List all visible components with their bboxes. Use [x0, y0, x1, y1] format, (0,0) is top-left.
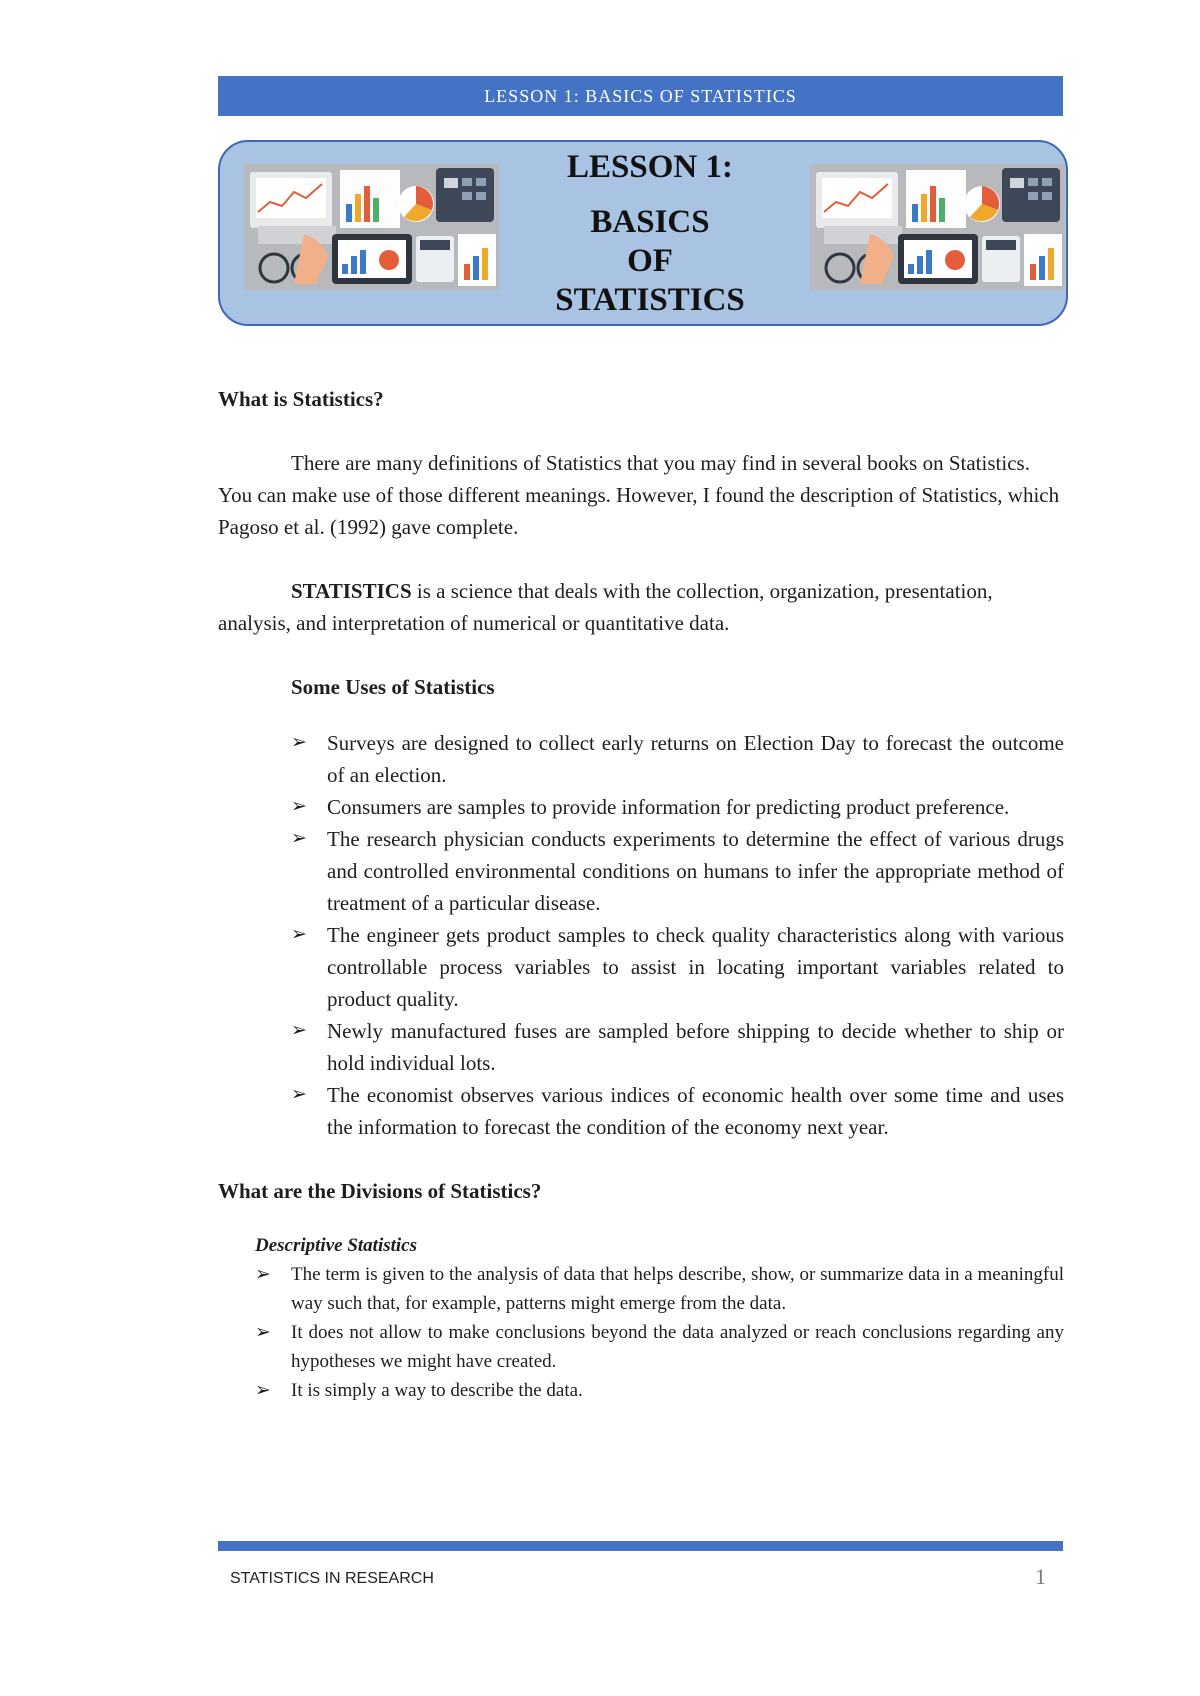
list-item: ➢ Consumers are samples to provide information for predicting product preference. — [218, 791, 1064, 823]
arrowhead-bullet-icon: ➢ — [255, 1322, 271, 1343]
descriptive-statistics-section — [218, 1231, 1064, 1405]
definition-term: STATISTICS — [291, 579, 412, 603]
list-item: ➢ Surveys are designed to collect early returns on Election Day to forecast the outcome of an election. — [218, 727, 1064, 791]
arrowhead-bullet-icon: ➢ — [291, 732, 307, 753]
arrowhead-bullet-icon: ➢ — [291, 1084, 307, 1105]
footer-course-title: STATISTICS IN RESEARCH — [230, 1570, 434, 1587]
heading-divisions: What are the Divisions of Statistics? — [218, 1179, 542, 1203]
arrowhead-bullet-icon: ➢ — [291, 924, 307, 945]
banner-title-line1: LESSON 1: — [567, 149, 733, 185]
descriptive-list — [218, 1260, 1064, 1405]
running-header — [218, 76, 1063, 116]
uses-list — [218, 727, 1064, 1143]
statistics-illustration-left — [244, 164, 499, 290]
arrowhead-bullet-icon: ➢ — [255, 1380, 271, 1401]
lesson-body — [218, 383, 1064, 1405]
list-item: ➢ The research physician conducts experiments to determine the effect of various drugs and controlled environmental conditions on humans to infer the appropriate method of treatment of a particular disease. — [218, 823, 1064, 919]
list-item: ➢ The term is given to the analysis of data that helps describe, show, or summarize data in a meaningful way such that, for example, patterns might emerge from the data. — [218, 1260, 1064, 1318]
heading-some-uses: Some Uses of Statistics — [291, 675, 495, 699]
uses-section — [218, 671, 1064, 1143]
list-item: ➢ The economist observes various indices of economic health over some time and uses the information to forecast the condition of the economy next year. — [218, 1079, 1064, 1143]
banner-title-line4: STATISTICS — [555, 282, 745, 318]
definition-text: is a science that deals with the collection, organization, presentation, analysis, and interpretation of numerical or quantitative data. — [218, 579, 993, 635]
arrowhead-bullet-icon: ➢ — [291, 828, 307, 849]
running-header-title: LESSON 1: BASICS OF STATISTICS — [484, 85, 797, 106]
list-item: ➢ It is simply a way to describe the data. — [218, 1376, 1064, 1405]
definition-paragraph — [218, 575, 1064, 639]
page-number: 1 — [1035, 1564, 1046, 1589]
banner-title-line3: OF — [627, 243, 673, 279]
arrowhead-bullet-icon: ➢ — [255, 1264, 271, 1285]
arrowhead-bullet-icon: ➢ — [291, 796, 307, 817]
intro-paragraph: There are many definitions of Statistics that you may find in several books on Statistics. You can make use of those different meanings. However, I found the description of Statistics, which Pagoso et al. (1992) gave complete. — [218, 451, 1060, 539]
subheading-descriptive-statistics: Descriptive Statistics — [255, 1235, 418, 1256]
banner-title-line2: BASICS — [590, 204, 710, 240]
arrowhead-bullet-icon: ➢ — [291, 1020, 307, 1041]
list-item: ➢ It does not allow to make conclusions beyond the data analyzed or reach conclusions regarding any hypotheses we might have created. — [218, 1318, 1064, 1376]
heading-what-is-statistics: What is Statistics? — [218, 387, 384, 411]
list-item: ➢ Newly manufactured fuses are sampled before shipping to decide whether to ship or hold individual lots. — [218, 1015, 1064, 1079]
statistics-illustration-right — [810, 164, 1065, 290]
list-item: ➢ The engineer gets product samples to check quality characteristics along with various controllable process variables to assist in locating important variables related to product quality. — [218, 919, 1064, 1015]
footer-rule — [218, 1541, 1063, 1551]
lesson-banner — [218, 140, 1068, 326]
banner-title — [520, 148, 780, 320]
